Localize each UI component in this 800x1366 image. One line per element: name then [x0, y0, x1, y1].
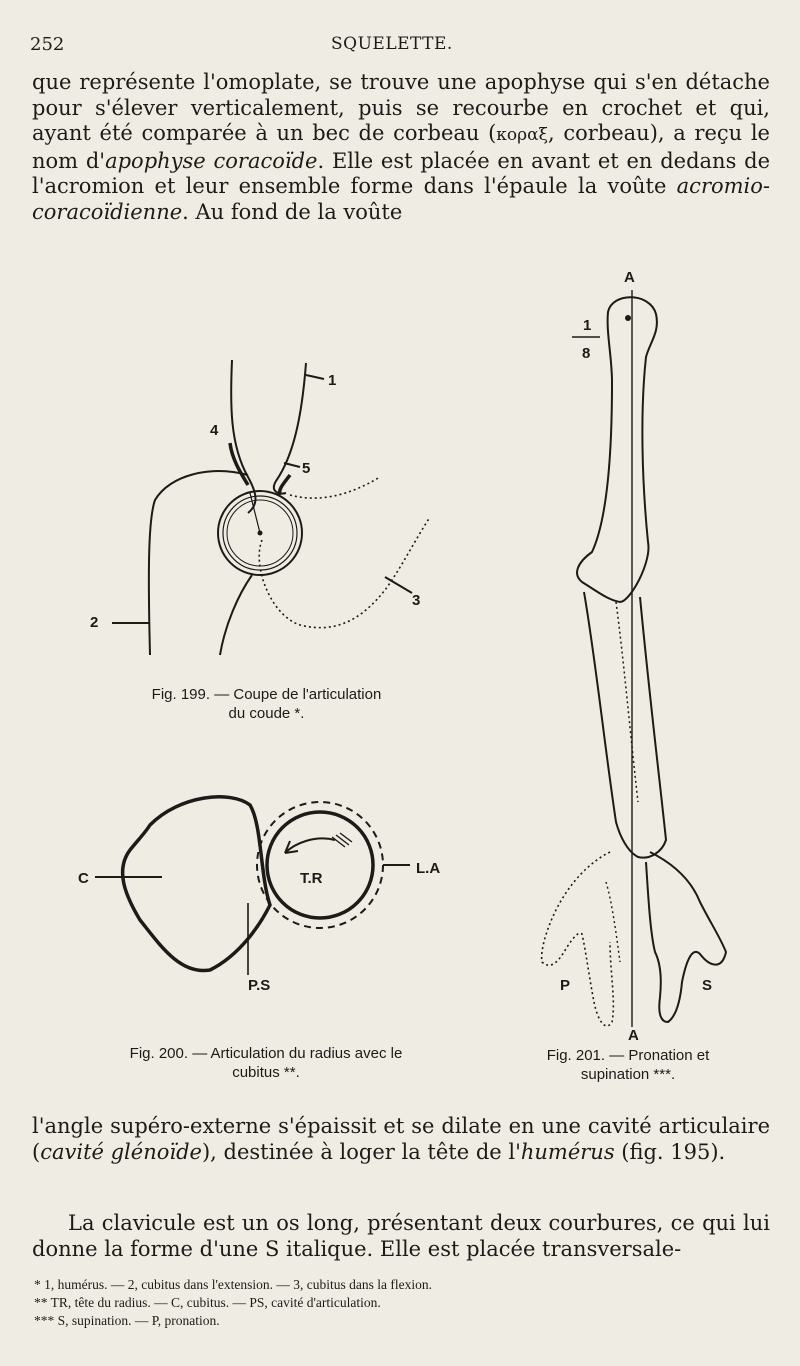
paragraph-1	[32, 70, 770, 225]
humerus-left-contour	[231, 360, 255, 513]
cubitus-flexion-left	[220, 575, 252, 655]
fig199-label-3: 3	[412, 592, 421, 609]
fig199-label-5: 5	[302, 460, 311, 477]
cubitus-flexion-dotted	[259, 517, 430, 628]
footnotes	[34, 1276, 432, 1330]
caption-fig-201-line-2: supination ***.	[580, 1066, 676, 1083]
term-apophyse-coracoide: apophyse coracoïde	[105, 148, 318, 173]
caption-fig-199-line-1: Fig. 199. — Coupe de l'articulation	[151, 686, 382, 703]
caption-fig-199-line-2: du coude *.	[228, 705, 305, 722]
footnote-2: ** TR, tête du radius. — C, cubitus. — PS, cavité d'articulation.	[34, 1295, 381, 1310]
radial-head	[267, 812, 373, 918]
fig201-label-bottom: A	[628, 1027, 639, 1044]
page-number: 252	[30, 34, 65, 55]
leader-1	[306, 375, 324, 379]
running-title: SQUELETTE.	[331, 34, 453, 54]
fig200-label-ps: P.S	[248, 977, 271, 994]
fig201-label-p: P	[560, 977, 571, 994]
para1-text-b: , corbeau), a reçu le nom d'	[32, 121, 770, 173]
forearm-outline	[584, 592, 666, 858]
fig200-label-tr: T.R	[300, 870, 323, 887]
term-cavite-glenoide: cavité glénoïde	[40, 1139, 202, 1164]
fig201-label-s: S	[702, 977, 713, 994]
figure-200-drawing	[70, 785, 470, 1005]
para3-text: La clavicule est un os long, présentant deux courbures, ce qui lui donne la forme d'une S italique. Elle est placée transversale-	[32, 1211, 770, 1261]
term-acromio-coracoidienne: acromio-coracoïdienne	[32, 174, 770, 224]
para1-text-c: . Elle est placée en avant et en dedans de l'acromion et leur ensemble forme dans l'épaule la voûte	[32, 148, 770, 198]
paragraph-2	[32, 1114, 770, 1165]
fig200-label-c: C	[78, 870, 89, 887]
caption-fig-200	[86, 1044, 446, 1082]
para1-text-a: que représente l'omoplate, se trouve une apophyse qui s'en détache pour s'élever verticalement, puis se recourbe en crochet et qui, ayant été comparée à un bec de corbeau (	[32, 70, 770, 145]
para2-text-b: ), destinée à loger la tête de l'	[201, 1139, 521, 1164]
annular-ligament	[257, 802, 383, 928]
paragraph-3	[32, 1211, 770, 1262]
para2-text-c: (fig. 195).	[614, 1139, 726, 1164]
radius-dotted	[616, 602, 638, 802]
fig199-label-1: 1	[328, 372, 337, 389]
humerus-bone	[577, 297, 657, 602]
caption-fig-201	[512, 1046, 744, 1084]
caption-fig-201-line-1: Fig. 201. — Pronation et	[546, 1047, 710, 1064]
fig199-label-2: 2	[90, 614, 99, 631]
hand-supination	[646, 852, 726, 1022]
fig201-label-top: A	[624, 269, 635, 286]
para2-text-a: l'angle supéro-externe s'épaissit et se dilate en une cavité articulaire (	[32, 1114, 770, 1164]
term-humerus: humérus	[520, 1139, 615, 1164]
para1-text-d: . Au fond de la voûte	[182, 199, 403, 224]
cubitus-extension-outline	[149, 471, 248, 655]
fig199-label-4: 4	[210, 422, 219, 439]
fig201-fraction-numerator: 1	[583, 317, 592, 334]
caption-fig-200-line-1: Fig. 200. — Articulation du radius avec le	[129, 1045, 403, 1062]
rotation-arrow	[285, 838, 335, 853]
leader-5	[284, 463, 300, 467]
caption-fig-199	[114, 685, 419, 723]
figure-199-drawing	[80, 325, 440, 665]
footnote-3: *** S, supination. — P, pronation.	[34, 1313, 220, 1328]
fig201-fraction-denominator: 8	[582, 345, 591, 362]
caption-fig-200-line-2: cubitus **.	[232, 1064, 300, 1081]
para1-greek-word: κοραξ	[496, 125, 548, 145]
fig200-label-la: L.A	[416, 860, 441, 877]
figure-201-drawing	[520, 262, 760, 1047]
hand-pronation-dotted	[542, 852, 614, 1026]
footnote-1: * 1, humérus. — 2, cubitus dans l'extension. — 3, cubitus dans la flexion.	[34, 1277, 433, 1292]
